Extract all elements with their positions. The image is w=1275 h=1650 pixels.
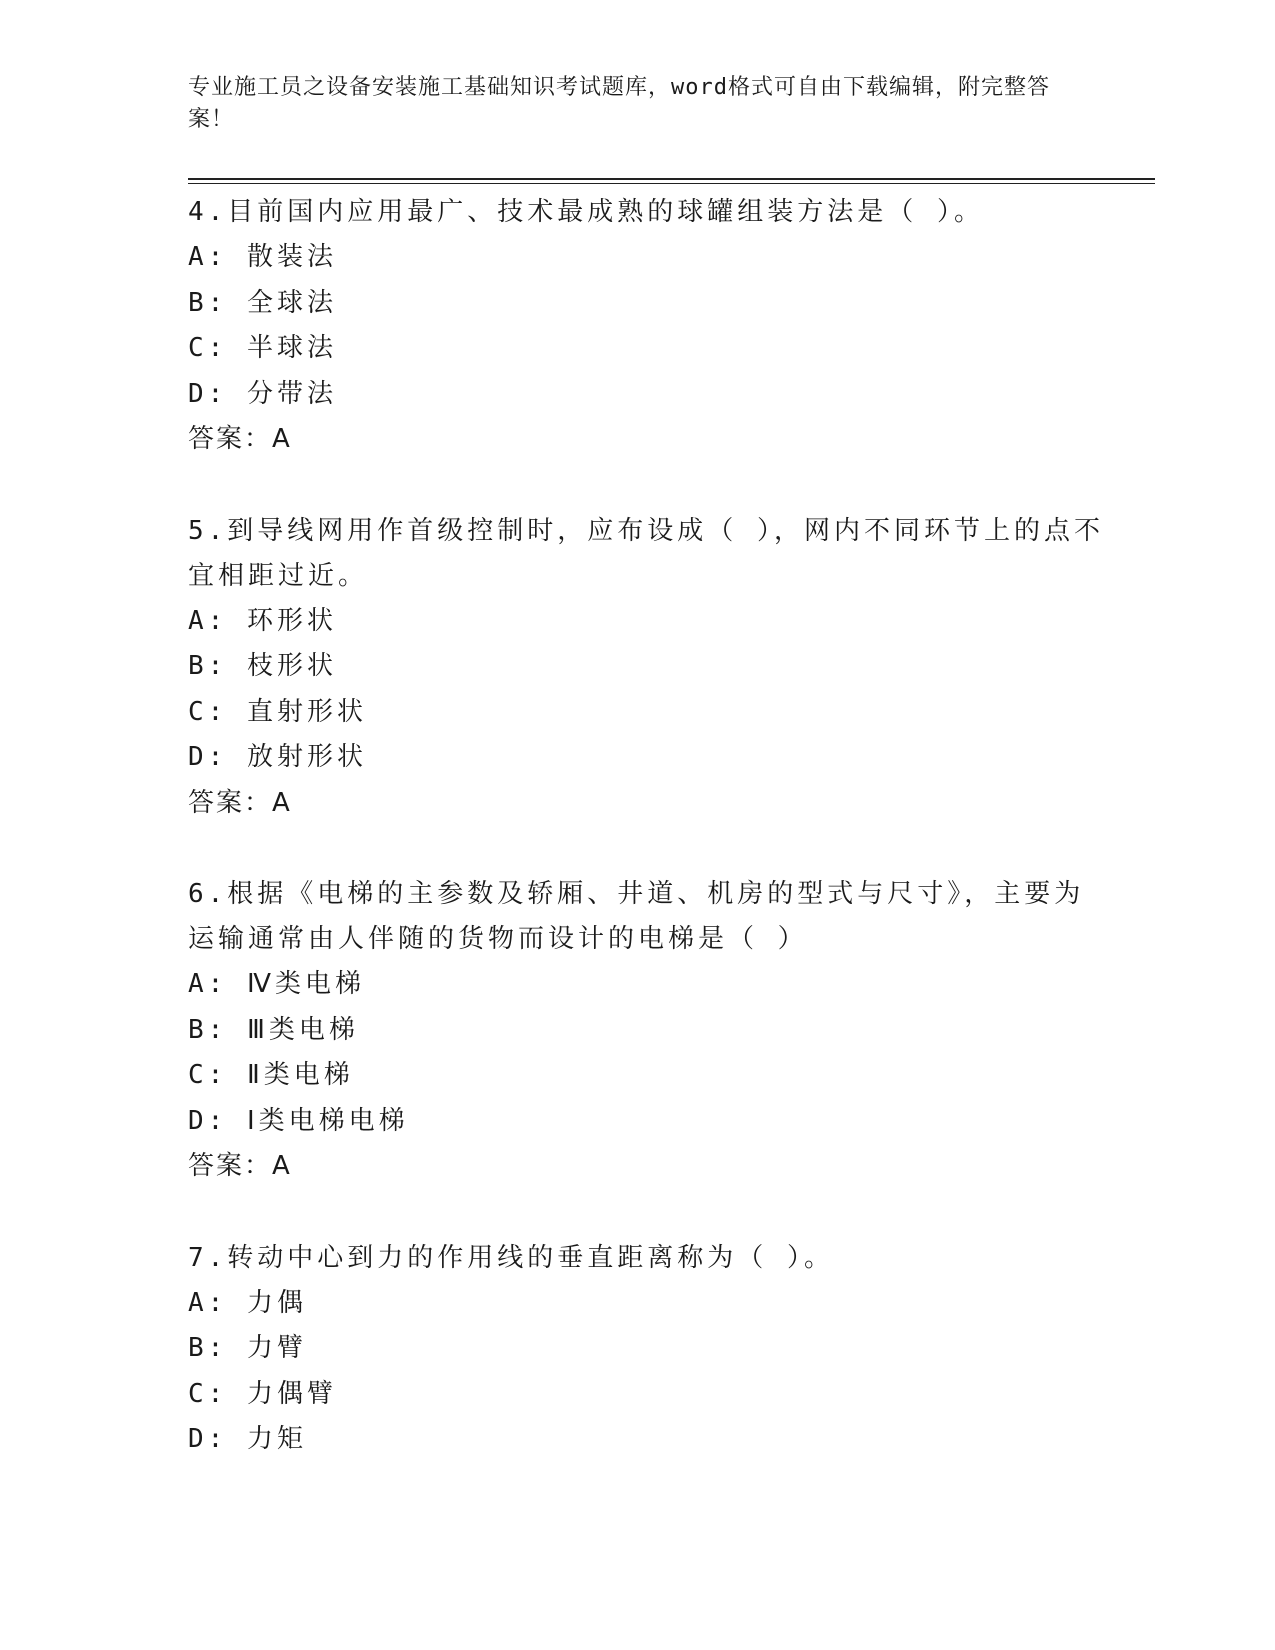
answer-line: 答案：A (188, 1151, 292, 1181)
option-c: C: 直射形状 (188, 696, 367, 727)
answer-line: 答案：A (188, 787, 292, 818)
option-c: C: 力偶臂 (188, 1378, 337, 1409)
option-d: D: 放射形状 (188, 742, 367, 772)
header-divider-thick (188, 178, 1155, 180)
option-a: A: 力偶 (188, 1287, 307, 1318)
question-5 (188, 509, 1108, 827)
question-6 (188, 872, 1108, 1190)
option-d: D: Ⅰ类电梯电梯 (188, 1105, 409, 1136)
question-list (188, 190, 1108, 1509)
option-a: A: 环形状 (188, 605, 337, 636)
question-stem: 7.转动中心到力的作用线的垂直距离称为（ ）。 (188, 1242, 834, 1273)
question-stem: 4.目前国内应用最广、技术最成熟的球罐组装方法是（ ）。 (188, 197, 984, 227)
answer-line: 答案：A (188, 424, 292, 454)
option-b: B: 力臂 (188, 1333, 307, 1363)
question-stem: 5.到导线网用作首级控制时，应布设成（ ），网内不同环节上的点不宜相距过近。 (188, 515, 1104, 591)
option-a: A: 散装法 (188, 242, 337, 272)
option-b: B: 全球法 (188, 287, 337, 318)
option-c: C: Ⅱ类电梯 (188, 1060, 354, 1090)
question-stem: 6.根据《电梯的主参数及轿厢、井道、机房的型式与尺寸》，主要为运输通常由人伴随的货物而设计的电梯是（ ） (188, 879, 1085, 954)
header-divider-thin (188, 183, 1155, 184)
option-b: B: Ⅲ类电梯 (188, 1014, 359, 1045)
option-d: D: 分带法 (188, 378, 337, 409)
question-7 (188, 1236, 1108, 1463)
question-4 (188, 190, 1108, 463)
option-a: A: Ⅳ类电梯 (188, 969, 365, 999)
option-b: B: 枝形状 (188, 651, 337, 681)
option-d: D: 力矩 (188, 1424, 307, 1454)
option-c: C: 半球法 (188, 333, 337, 363)
document-intro: 专业施工员之设备安装施工基础知识考试题库，word格式可自由下载编辑，附完整答案！ (188, 75, 1050, 132)
